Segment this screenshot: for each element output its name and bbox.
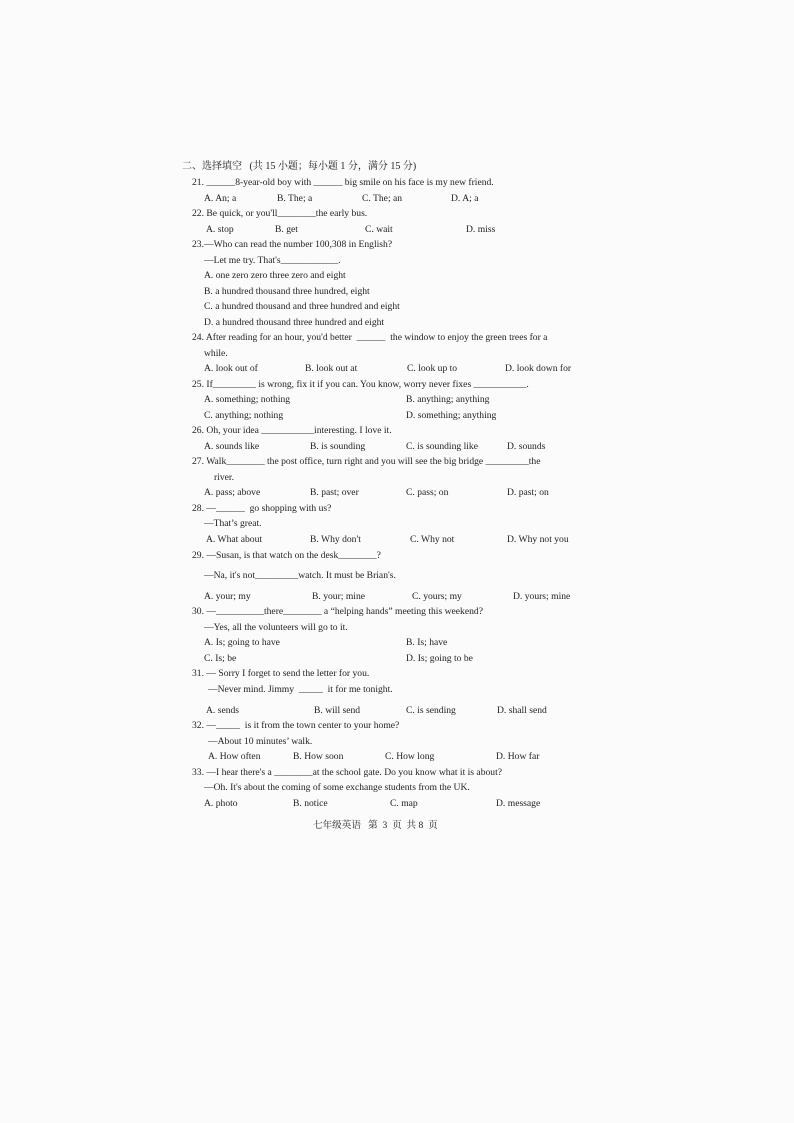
question-33-stem [192, 767, 502, 779]
option-29-b: B. your; mine [312, 591, 366, 602]
question-text: After reading for an hour, you'd better ______ the window to enjoy the green trees for a [205, 332, 548, 343]
question-text: —__________there________ a “helping hands” meeting this weekend? [206, 606, 483, 617]
option-23-c: C. a hundred thousand and three hundred and eight [204, 301, 400, 312]
question-28-reply: —That’s great. [204, 518, 262, 529]
question-26-stem [192, 425, 392, 437]
option-27-d: D. past; on [507, 487, 549, 498]
option-24-c: C. look up to [407, 363, 458, 374]
option-32-d: D. How far [496, 751, 540, 762]
option-26-d: D. sounds [507, 441, 546, 452]
question-number: 23. [192, 239, 204, 250]
option-21-a: A. An; a [204, 193, 237, 204]
option-26-b: B. is sounding [310, 441, 366, 452]
question-number: 29. [192, 550, 204, 561]
option-30-b: B. Is; have [406, 637, 448, 648]
option-27-b: B. past; over [310, 487, 359, 498]
question-number: 30. [192, 606, 204, 617]
question-32-stem [192, 720, 399, 732]
question-number: 33. [192, 767, 204, 778]
option-29-d: D. yours; mine [513, 591, 571, 602]
option-31-a: A. sends [206, 705, 240, 716]
option-27-c: C. pass; on [406, 487, 449, 498]
question-number: 28. [192, 503, 204, 514]
question-text: Walk________ the post office, turn right and you will see the big bridge _________the [206, 456, 541, 467]
question-24-stem-cont: while. [204, 348, 228, 359]
option-28-d: D. Why not you [507, 534, 569, 545]
question-number: 21. [192, 177, 204, 188]
option-25-b: B. anything; anything [406, 394, 490, 405]
option-23-d: D. a hundred thousand three hundred and eight [204, 317, 385, 328]
question-21-stem [192, 177, 494, 189]
question-text: —_____ is it from the town center to your home? [206, 720, 400, 731]
question-text: ______8-year-old boy with ______ big smile on his face is my new friend. [206, 177, 494, 188]
option-30-a: A. Is; going to have [204, 637, 280, 648]
option-25-d: D. something; anything [406, 410, 497, 421]
question-number: 25. [192, 379, 204, 390]
question-number: 31. [192, 668, 204, 679]
option-23-a: A. one zero zero three zero and eight [204, 270, 346, 281]
option-31-c: C. is sending [406, 705, 456, 716]
option-29-c: C. yours; my [412, 591, 462, 602]
option-26-c: C. is sounding like [406, 441, 478, 452]
question-text: —Susan, is that watch on the desk________? [206, 550, 381, 561]
option-24-d: D. look down for [505, 363, 572, 374]
question-23-reply: —Let me try. That's____________. [204, 255, 341, 266]
question-30-stem [192, 606, 483, 618]
question-number: 22. [192, 208, 204, 219]
option-32-b: B. How soon [293, 751, 344, 762]
option-22-d: D. miss [466, 224, 496, 235]
question-text: —______ go shopping with us? [206, 503, 332, 514]
option-21-b: B. The; a [277, 193, 313, 204]
option-21-d: D. A; a [451, 193, 479, 204]
question-31-stem [192, 668, 369, 680]
option-33-c: C. map [390, 798, 418, 809]
option-22-b: B. get [275, 224, 298, 235]
question-22-stem [192, 208, 367, 220]
question-text: —Who can read the number 100,308 in English? [204, 239, 393, 250]
question-number: 24. [192, 332, 204, 343]
option-25-a: A. something; nothing [204, 394, 291, 405]
question-33-reply: —Oh. It's about the coming of some exchange students from the UK. [204, 782, 470, 793]
question-text: —I hear there's a ________at the school gate. Do you know what it is about? [206, 767, 503, 778]
option-28-a: A. What about [206, 534, 263, 545]
question-32-reply: —About 10 minutes’ walk. [208, 736, 313, 747]
question-29-reply: —Na, it's not_________watch. It must be Brian's. [204, 570, 396, 581]
question-27-stem [192, 456, 540, 468]
option-32-a: A. How often [208, 751, 261, 762]
question-29-stem [192, 550, 381, 562]
question-24-stem [192, 332, 547, 344]
option-28-b: B. Why don't [310, 534, 361, 545]
question-number: 27. [192, 456, 204, 467]
question-23-stem [192, 239, 392, 251]
question-number: 32. [192, 720, 204, 731]
option-26-a: A. sounds like [204, 441, 260, 452]
question-text: Oh, your idea ___________interesting. I love it. [206, 425, 392, 436]
question-text: Be quick, or you'll________the early bus. [206, 208, 368, 219]
option-32-c: C. How long [385, 751, 435, 762]
option-30-d: D. Is; going to be [406, 653, 473, 664]
option-21-c: C. The; an [362, 193, 403, 204]
option-22-a: A. stop [206, 224, 234, 235]
option-24-a: A. look out of [204, 363, 258, 374]
option-28-c: C. Why not [410, 534, 455, 545]
question-31-reply: —Never mind. Jimmy _____ it for me tonight. [208, 684, 393, 695]
question-30-reply: —Yes, all the volunteers will go to it. [204, 622, 348, 633]
question-28-stem [192, 503, 331, 515]
option-31-d: D. shall send [497, 705, 547, 716]
option-31-b: B. will send [314, 705, 361, 716]
option-27-a: A. pass; above [204, 487, 261, 498]
option-24-b: B. look out at [305, 363, 358, 374]
option-33-d: D. message [496, 798, 541, 809]
option-30-c: C. Is; be [204, 653, 237, 664]
question-number: 26. [192, 425, 204, 436]
question-text: — Sorry I forget to send the letter for you. [206, 668, 370, 679]
option-23-b: B. a hundred thousand three hundred, eight [204, 286, 370, 297]
section-header: 二、选择填空 (共 15 小题；每小题 1 分，满分 15 分) [182, 161, 417, 172]
question-text: If_________ is wrong, fix it if you can. You know, worry never fixes ___________. [206, 379, 529, 390]
option-33-a: A. photo [204, 798, 238, 809]
option-29-a: A. your; my [204, 591, 251, 602]
page-footer: 七年级英语 第 3 页 共 8 页 [313, 820, 438, 831]
option-33-b: B. notice [293, 798, 328, 809]
question-27-stem-cont: river. [214, 472, 234, 483]
option-25-c: C. anything; nothing [204, 410, 284, 421]
question-25-stem [192, 379, 529, 391]
option-22-c: C. wait [365, 224, 393, 235]
